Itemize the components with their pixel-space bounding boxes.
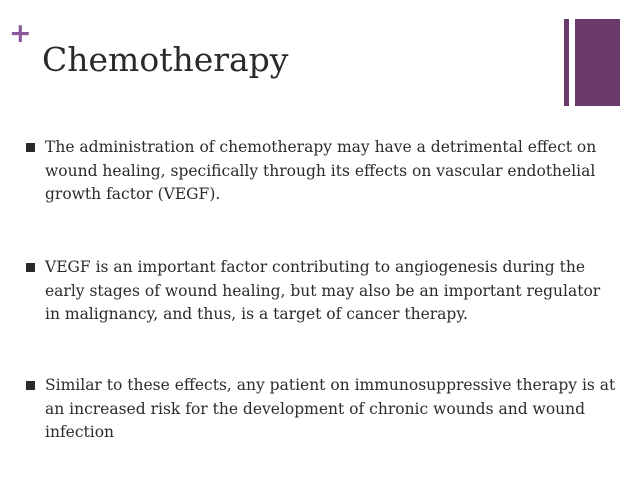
bullet-text: The administration of chemotherapy may have a detrimental effect on wound healing, specifically through its effects on vascular endothelial growth factor (VEGF).	[45, 138, 597, 203]
bullet-item-vegf	[26, 256, 616, 327]
square-bullet-icon	[26, 263, 35, 272]
slide-title: Chemotherapy	[42, 40, 289, 79]
plus-icon: +	[9, 18, 32, 49]
bullet-text: VEGF is an important factor contributing to angiogenesis during the early stages of wound healing, but may also be an important regulator in malignancy, and thus, is a target of cancer therapy.	[45, 258, 601, 323]
square-bullet-icon	[26, 381, 35, 390]
bullet-text: Similar to these effects, any patient on immunosuppressive therapy is at an increased risk for the development of chronic wounds and wound infection	[45, 376, 616, 441]
bullet-item-immunosuppressive	[26, 374, 616, 445]
bullet-item-chemotherapy	[26, 136, 616, 207]
square-bullet-icon	[26, 143, 35, 152]
